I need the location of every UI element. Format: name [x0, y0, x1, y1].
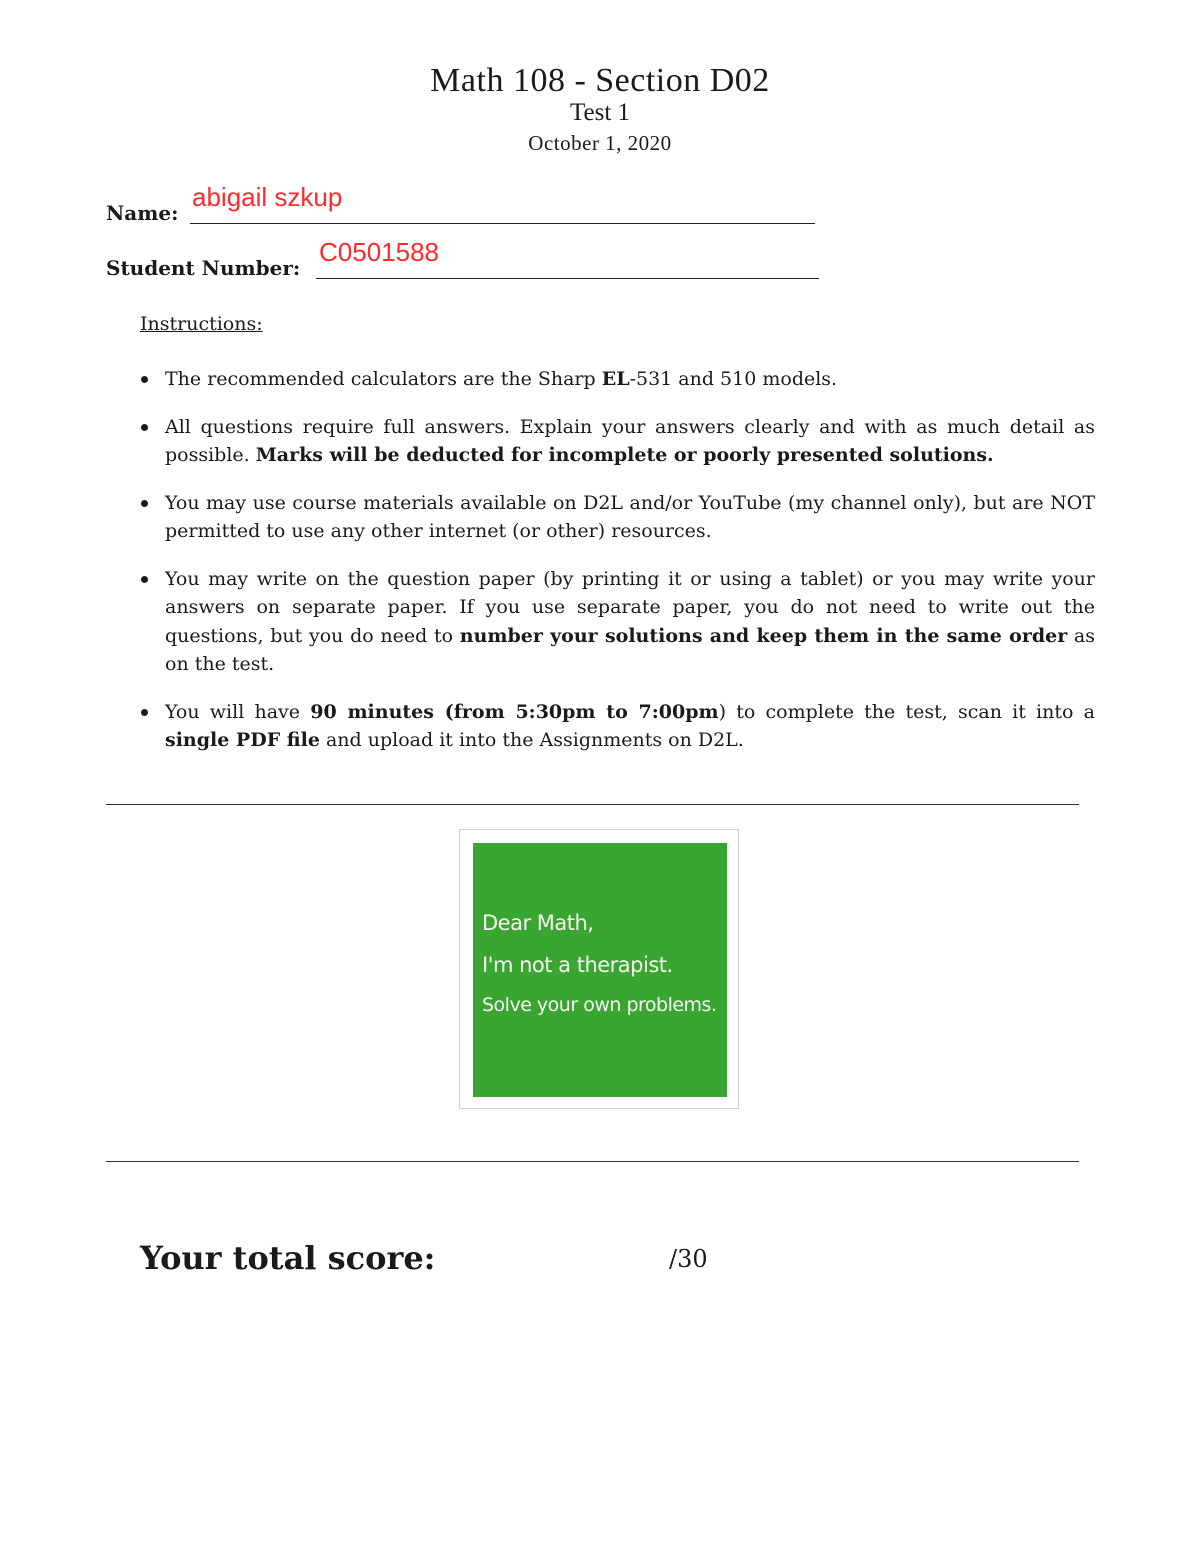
instruction-text: as on the test. [165, 624, 1095, 675]
chalkboard-line-1: Dear Math, [482, 911, 594, 935]
instruction-emphasis: single PDF file [165, 729, 320, 751]
instructions-heading: Instructions: [140, 313, 263, 335]
chalkboard-line-2: I'm not a therapist. [482, 953, 673, 977]
instruction-text: You will have [165, 700, 311, 723]
student-number-value[interactable]: C0501588 [319, 237, 439, 267]
test-date: October 1, 2020 [528, 131, 672, 155]
instruction-text: You may use course materials available on D2L and/or YouTube (my channel only), but are NOT permitted to use any other internet (or other) resources. [165, 491, 1095, 542]
instruction-text: All questions require full answers. Explain your answers clearly and with as much detail as possible. [165, 415, 1095, 466]
divider-top [106, 804, 1079, 805]
divider-bottom [106, 1161, 1079, 1162]
test-title: Test 1 [569, 99, 631, 126]
instruction-emphasis: EL [601, 368, 630, 390]
instruction-item [140, 698, 1095, 755]
instruction-text: You may write on the question paper (by printing it or using a tablet) or you may write your answers on separate paper. If you use separate paper, you do not need to write out the questions, but you do need to [165, 567, 1095, 647]
instruction-emphasis: 90 minutes (from 5:30pm to 7:00pm [310, 700, 719, 723]
name-value[interactable]: abigail szkup [192, 182, 343, 212]
name-label: Name: [106, 201, 179, 225]
course-title: Math 108 - Section D02 [430, 62, 770, 99]
instruction-item [140, 413, 1095, 470]
instruction-emphasis: Marks will be deducted for incomplete or poorly presented solutions. [255, 444, 994, 466]
student-number-underline [316, 278, 819, 279]
student-number-label: Student Number: [106, 256, 301, 280]
instruction-item [140, 565, 1095, 679]
instruction-text: ) to complete the test, scan it into a [718, 700, 1095, 723]
instruction-text: and upload it into the Assignments on D2L. [319, 729, 744, 751]
instruction-item [140, 365, 1095, 394]
instructions-list [140, 365, 1095, 774]
total-score-value: /30 [669, 1245, 708, 1273]
total-score-label: Your total score: [140, 1239, 436, 1277]
instruction-item [140, 489, 1095, 546]
chalkboard-image [459, 829, 739, 1109]
chalkboard-line-3: Solve your own problems. [482, 994, 717, 1016]
instruction-text: -531 and 510 models. [629, 368, 838, 390]
name-underline [190, 223, 815, 224]
chalkboard [473, 843, 727, 1097]
instruction-emphasis: number your solutions and keep them in the same order [459, 624, 1068, 647]
instruction-text: The recommended calculators are the Sharp [165, 368, 602, 390]
